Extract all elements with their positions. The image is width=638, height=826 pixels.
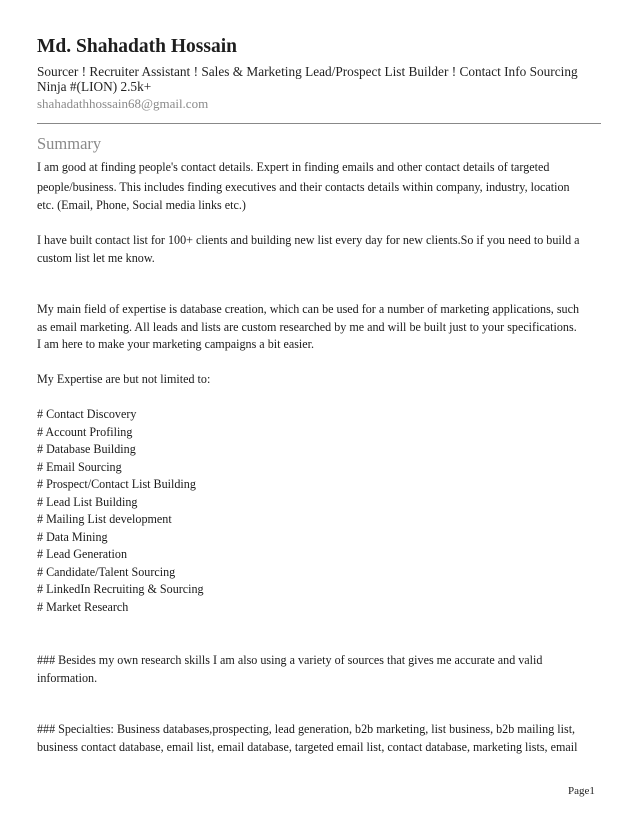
summary-line: people/business. This includes finding executives and their contacts details within company, industry, location xyxy=(37,180,570,194)
expertise-item: # Lead Generation xyxy=(37,547,127,561)
summary-line: My main field of expertise is database creation, which can be used for a number of marketing applications, such xyxy=(37,302,580,316)
expertise-item: # Contact Discovery xyxy=(37,407,137,421)
summary-line: My Expertise are but not limited to: xyxy=(37,372,211,386)
summary-title: Summary xyxy=(37,134,102,153)
profile-name: Md. Shahadath Hossain xyxy=(37,36,237,57)
summary-line: custom list let me know. xyxy=(37,251,155,265)
page-number: Page1 xyxy=(568,785,595,797)
expertise-item: # Data Mining xyxy=(37,530,108,544)
summary-line: ### Besides my own research skills I am also using a variety of sources that gives me accurate and valid xyxy=(37,653,543,667)
expertise-item: # Prospect/Contact List Building xyxy=(37,477,196,491)
summary-line: as email marketing. All leads and lists are custom researched by me and will be built just to your specifications. xyxy=(37,320,577,334)
header-divider xyxy=(37,123,601,124)
expertise-item: # Database Building xyxy=(37,442,136,456)
expertise-item: # Account Profiling xyxy=(37,425,133,439)
summary-line: etc. (Email, Phone, Social media links etc.) xyxy=(37,198,246,212)
expertise-item: # LinkedIn Recruiting & Sourcing xyxy=(37,582,204,596)
summary-line: I have built contact list for 100+ clients and building new list every day for new clients.So if you need to build a xyxy=(37,233,580,247)
summary-line: I am good at finding people's contact details. Expert in finding emails and other contact details of targeted xyxy=(37,160,550,174)
expertise-item: # Mailing List development xyxy=(37,512,172,526)
summary-line: information. xyxy=(37,671,98,685)
expertise-item: # Candidate/Talent Sourcing xyxy=(37,565,176,579)
summary-line: ### Specialties: Business databases,prospecting, lead generation, b2b marketing, list business, b2b mailing list, xyxy=(37,722,576,736)
profile-headline: Sourcer ! Recruiter Assistant ! Sales & Marketing Lead/Prospect List Builder ! Contact Info Sourcing Ninja #(LION) 2.5k+ xyxy=(37,64,578,94)
expertise-item: # Market Research xyxy=(37,600,129,614)
expertise-item: # Lead List Building xyxy=(37,495,138,509)
expertise-item: # Email Sourcing xyxy=(37,460,122,474)
summary-line: I am here to make your marketing campaigns a bit easier. xyxy=(37,337,315,351)
profile-email: shahadathhossain68@gmail.com xyxy=(37,96,209,111)
summary-line: business contact database, email list, email database, targeted email list, contact database, marketing lists, email xyxy=(37,740,578,754)
